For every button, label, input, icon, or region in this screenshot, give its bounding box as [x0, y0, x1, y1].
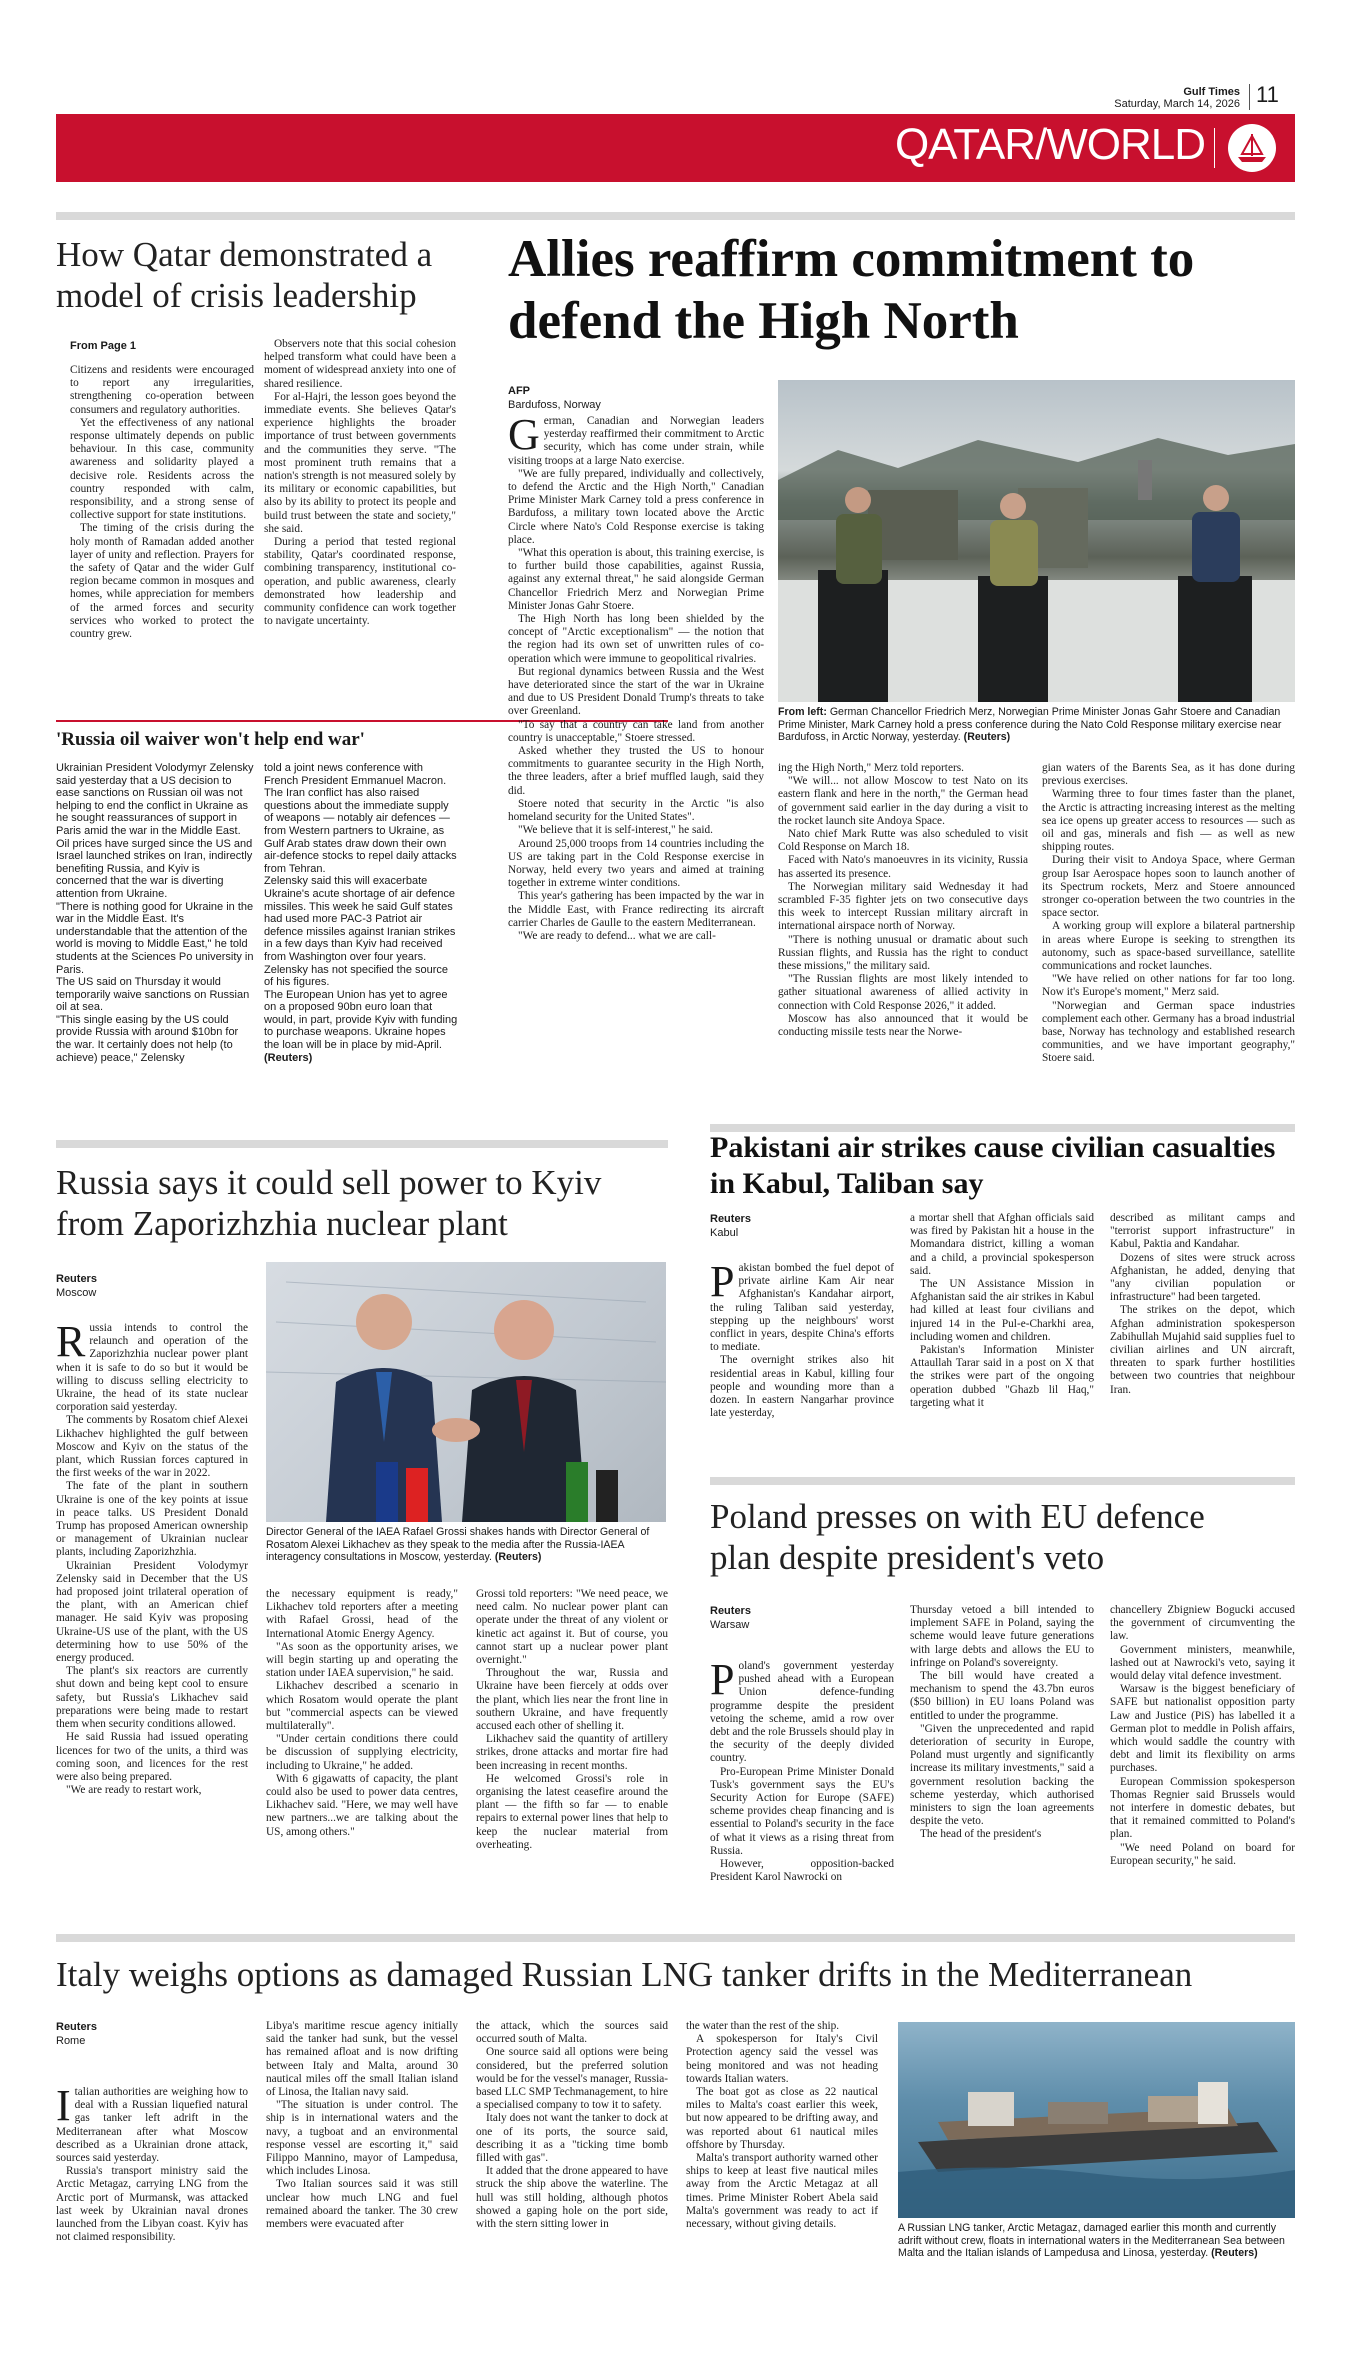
italy-headline: Italy weighs options as damaged Russian LNG tanker drifts in the Mediterranean — [56, 1955, 1193, 1994]
paragraph: "There is nothing good for Ukraine in the war in the Middle East. It's understandable that the attention of the world is moving to Middle East," he told students at the Sciences Po university in Paris. — [56, 900, 254, 976]
paragraph: described as militant camps and "terrorist support infrastructure" in Kabul, Paktia and Kandahar. — [1110, 1212, 1295, 1251]
paragraph — [508, 410, 764, 468]
paragraph: Zelensky said this will exacerbate Ukraine's acute shortage of air defence missiles. This week he said Gulf states had used more PAC-3 Patriot air defence missiles against Iranian strikes in a few days than Kyiv had received from Washington over four years. Zelensky has not specified the source of his figures. — [264, 875, 456, 989]
italy-col-1 — [56, 2081, 248, 2244]
paragraph: The Norwegian military said Wednesday it had scrambled F-35 fighter jets on two consecutive days this week to intercept Russian military aircraft in international airspace north of Norway. — [778, 880, 1028, 933]
paragraph: This year's gathering has been impacted by the war in the Middle East, with France redirecting its aircraft carrier Charles de Gaulle to the eastern Mediterranean. — [508, 890, 764, 929]
page-number: 11 — [1256, 82, 1279, 107]
paragraph: "There is nothing unusual or dramatic about such Russian flights, and Russia has the right to conduct these missions," the military said. — [778, 933, 1028, 973]
paragraph: the necessary equipment is ready," Likhachev told reporters after a meeting with Rafael Grossi, head of the International Atomic Energy Agency. — [266, 1588, 458, 1640]
paragraph: Observers note that this social cohesion helped transform what could have been a moment of widespread anxiety into one of shared resilience. — [264, 338, 456, 390]
paragraph: a mortar shell that Afghan officials said was fired by Pakistan hit a house in the Momandara district, killing a woman and a child, a provincial spokesperson said. — [910, 1212, 1094, 1277]
pakistan-col-3 — [1110, 1212, 1295, 1397]
paragraph: Moscow has also announced that it would be conducting missile tests near the Norwe- — [778, 1012, 1028, 1039]
pakistan-byline — [710, 1212, 751, 1240]
paragraph: "This single easing by the US could provide Russia with around $10bn for the war. It certainly does not help (to achieve) peace," Zelensky — [56, 1013, 239, 1064]
paragraph: The US said on Thursday it would temporarily waive sanctions on Russian oil at sea. — [56, 976, 250, 1014]
paragraph: "We need Poland on board for European security," he said. — [1110, 1841, 1295, 1867]
north-photo-caption — [778, 706, 1295, 744]
russia-headline: Russia says it could sell power to Kyiv from Zaporizhzhia nuclear plant — [56, 1163, 602, 1243]
paragraph: Asked whether they trusted the US to honour commitments to guarantee security in the High North, the three leaders, after a brief muffled laugh, said they did. — [508, 745, 764, 797]
pakistan-headline: Pakistani air strikes cause civilian casualties in Kabul, Taliban say — [710, 1131, 1276, 1200]
drop-cap: P — [710, 1257, 735, 1306]
drop-cap: P — [710, 1655, 735, 1704]
paragraph: The strikes on the depot, which Afghan administration spokesperson Zabihullah Mujahid said supplies fuel to civilian airlines and UN aircraft, threaten to spark further hostilities between two countries that neighbour Iran. — [1110, 1304, 1295, 1396]
paragraph: chancellery Zbigniew Bogucki accused the government of circumventing the law. — [1110, 1604, 1295, 1643]
agency: Reuters — [56, 1273, 97, 1285]
dateline: Moscow — [56, 1287, 97, 1299]
poland-byline — [710, 1604, 751, 1632]
paragraph: Dozens of sites were struck across Afghanistan, he added, denying that "any civilian population or infrastructure" had been targeted. — [1110, 1251, 1295, 1304]
paragraph: Warsaw is the biggest beneficiary of SAFE but nationalist opposition party Law and Justice (PiS) has labelled it a German plot to meddle in Polish affairs, which would saddle the country with debt and limit its flexibility on arms purchases. — [1110, 1683, 1295, 1775]
pakistan-col-1 — [710, 1257, 894, 1420]
paragraph: "We are ready to restart work, — [66, 1784, 202, 1797]
paragraph-text: The European Union has yet to agree on a proposed 90bn euro loan that would, in part, provide Kyiv with funding to purchase weapons. Ukraine hopes the loan will be in place by mid-April. — [264, 988, 458, 1052]
north-col-1 — [508, 410, 764, 943]
italy-byline — [56, 2020, 97, 2048]
paragraph: "The situation is under control. The ship is in international waters and the navy, a tugboat and an environmental response vessel are escorting it," said Filippo Mannino, mayor of Lampedusa, which includes Linosa. — [266, 2099, 458, 2178]
tanker-photo — [898, 2022, 1295, 2218]
from-page-label: From Page 1 — [70, 340, 137, 352]
agency: AFP — [508, 385, 530, 397]
paper-name: Gulf Times — [1183, 86, 1240, 98]
drop-cap: G — [508, 410, 540, 459]
section-rule — [56, 1934, 1295, 1942]
paragraph: The bill would have created a mechanism to spend the 43.7bn euros ($50 billion) in EU loans Poland was entitled to under the programme. — [910, 1670, 1094, 1722]
press-conference-photo — [778, 380, 1295, 702]
paragraph: the attack, which the sources said occurred south of Malta. — [476, 2020, 668, 2046]
paragraph: gian waters of the Barents Sea, as it has done during previous exercises. — [1042, 762, 1295, 788]
paragraph: "We have relied on other nations for far too long. Now it's Europe's moment," Merz said. — [1042, 973, 1295, 999]
paragraph: Russia's transport ministry said the Arctic Metagaz, carrying LNG from the Arctic port of Murmansk, was attacked last week by Ukrainian naval drones launched from the Libyan coast. Kyiv has not claimed responsibility. — [56, 2165, 248, 2244]
tanker-photo-caption — [898, 2222, 1295, 2260]
pakistan-col-2 — [910, 1212, 1094, 1410]
poland-col-1 — [710, 1655, 894, 1884]
boat-logo-icon — [1228, 124, 1276, 172]
section-title: QATAR/WORLD — [894, 120, 1205, 169]
paragraph: Pakistan's Information Minister Attaullah Tarar said in a post on X that the strikes were part of the ongoing operation dubbed "Ghazb lil Haq," targeting what it — [910, 1344, 1094, 1409]
paragraph: Government ministers, meanwhile, lashed out at Nawrocki's veto, saying it would delay vital defence investment. — [1110, 1643, 1295, 1683]
caption-credit: (Reuters) — [494, 1551, 542, 1564]
qatar-col-1 — [70, 364, 254, 641]
paragraph: Libya's maritime rescue agency initially said the tanker had sunk, but the vessel has remained afloat and is now drifting between Italy and Malta, around 30 nautical miles off the small Italian island of Linosa, the Italian navy said. — [266, 2020, 458, 2099]
paragraph-text: talian authorities are weighing how to deal with a Russian liquefied natural gas tanker left adrift in the Mediterranean after what Moscow described as a Ukrainian drone attack, sources said yesterday. — [56, 2086, 248, 2165]
paragraph — [710, 1257, 894, 1354]
agency: Reuters — [710, 1213, 751, 1225]
russia-col-3 — [476, 1588, 668, 1852]
paragraph: Likhachev said the quantity of artillery strikes, drone attacks and mortar fire had been increasing in recent months. — [476, 1733, 668, 1772]
paragraph: Nato chief Mark Rutte was also scheduled to visit Cold Response on March 18. — [778, 828, 1028, 854]
caption-text: Director General of the IAEA Rafael Grossi shakes hands with Director General of Rosatom Alexei Likhachev as they speak to the media after the Russia-IAEA interagency consultations in Moscow, yesterday. — [266, 1526, 650, 1564]
paragraph: The overnight strikes also hit residential areas in Kabul, killing four people and wounding more than a dozen. In eastern Nangarhar province late yesterday, — [710, 1354, 894, 1420]
issue-date: Saturday, March 14, 2026 — [1114, 98, 1240, 110]
poland-col-2 — [910, 1604, 1094, 1842]
paragraph: Two Italian sources said it was still unclear how much LNG and fuel remained aboard the tanker. The 30 crew members were evacuated after — [266, 2178, 458, 2231]
italy-col-4 — [686, 2020, 878, 2231]
qatar-headline: How Qatar demonstrated a model of crisis leadership — [56, 235, 433, 315]
paragraph: The plant's six reactors are currently shut down and being kept cool to ensure safety, but Russia's Likhachev said preparations were being made to restart them when security conditions allowed. — [56, 1665, 248, 1731]
paragraph: With 6 gigawatts of capacity, the plant could also be used to power data centres, Likhachev said. "Here, we may well have new partners...we are talking about the US, among others." — [266, 1772, 458, 1838]
paragraph-text: erman, Canadian and Norwegian leaders yesterday reaffirmed their commitment to Arctic security, which has come under strain, while visiting troops at a large Nato exercise. — [508, 415, 764, 467]
agency: Reuters — [710, 1605, 751, 1617]
paragraph: One source said all options were being considered, but the preferred solution would be for the vessel's manager, Russia-based LLC SMP Techmanagement, to hire a specialised company to tow it to safety. — [476, 2046, 669, 2112]
section-rule — [508, 212, 1295, 220]
russia-col-2 — [266, 1588, 458, 1839]
drop-cap: I — [56, 2081, 71, 2130]
paragraph: Citizens and residents were encouraged to report any irregularities, strengthening co-operation between consumers and regulatory authorities. — [70, 364, 254, 416]
paragraph — [56, 2081, 248, 2165]
oil-col-1 — [56, 762, 254, 1064]
paragraph: Yet the effectiveness of any national response ultimately depends on public behaviour. In this case, community awareness and solidarity played a decisive role. Residents across the country responded with calm, responsibility, and a strong sense of collective support for state institutions. — [70, 416, 254, 522]
paragraph: The boat got as close as 22 nautical miles to Malta's coast earlier this week, but now appeared to be drifting away, and was reported about 61 nautical miles offshore by Thursday. — [686, 2086, 878, 2151]
paragraph: Thursday vetoed a bill intended to implement SAFE in Poland, saying the scheme would leave future generations with large debts and allows the EU to infringe on Poland's sovereignty. — [910, 1604, 1094, 1669]
paragraph: "We are ready to defend... what we are call- — [518, 929, 716, 942]
north-col-2 — [778, 762, 1028, 1039]
paragraph — [56, 1317, 248, 1414]
paragraph: "Given the unprecedented and rapid deterioration of security in Europe, Poland must urgently and significantly increase its military investments," said a government resolution backing the scheme yesterday, which authorised ministers to sign the loan agreements despite the veto. — [910, 1722, 1094, 1828]
paragraph: During a period that tested regional stability, Qatar's coordinated response, combining transparency, institutional co-operation, and public awareness, clearly demonstrated how leadership and community confidence can work together to navigate uncertainty. — [264, 536, 456, 628]
paragraph: Malta's transport authority warned other ships to keep at least five nautical miles away from the Arctic Metagaz at all times. Prime Minister Robert Abela said Malta's government was ready to act if necessary, without giving details. — [686, 2152, 878, 2231]
paragraph: "The Russian flights are most likely intended to gather situational awareness of allied activity in connection with Cold Response 2026," it added. — [778, 973, 1028, 1012]
paragraph: "We believe that it is self-interest," he said. — [518, 824, 713, 837]
paragraph: The fate of the plant in southern Ukraine is one of the key points at issue in peace talks. US President Donald Trump has proposed American ownership or management of Ukrainian nuclear plants, including Zaporizhzhia. — [56, 1480, 248, 1559]
section-rule — [710, 1477, 1295, 1485]
paragraph: ing the High North," Merz told reporters. — [778, 762, 964, 774]
russia-byline — [56, 1272, 97, 1300]
poland-headline: Poland presses on with EU defence plan despite president's veto — [710, 1497, 1205, 1577]
caption-text: A Russian LNG tanker, Arctic Metagaz, damaged earlier this month and currently adrift without crew, floats in international waters in the Mediterranean Sea between Malta and the Italian islands of Lampedusa and Linosa, yesterday. — [898, 2222, 1285, 2260]
paragraph: For al-Hajri, the lesson goes beyond the immediate events. She believes Qatar's experience highlights the broader importance of trust between governments and the communities they serve. "The most prominent truth remains that a nation's strength is not measured solely by its military or economic capabilities, but also by its ability to protect its people and build trust between the state and society," she said. — [264, 390, 456, 535]
russia-col-1 — [56, 1317, 248, 1797]
paragraph: Ukrainian President Volodymyr Zelensky said yesterday that a US decision to ease sanctions on Russian oil was not helping to end the conflict in Ukraine as he sought reassurances of support in Paris amid the war in the Middle East. — [56, 762, 254, 837]
paragraph: Oil prices have surged since the US and Israel launched strikes on Iran, indirectly benefiting Russia, and Kyiv is concerned that the war is diverting attention from Ukraine. — [56, 837, 253, 900]
qatar-col-2 — [264, 338, 456, 628]
paragraph: However, opposition-backed President Karol Nawrocki on — [710, 1858, 894, 1884]
caption-text: German Chancellor Friedrich Merz, Norwegian Prime Minister Jonas Gahr Stoere and Canadian Prime Minister, Mark Carney hold a press conference during the Nato Cold Response military exercise near Bardufoss, in Arctic Norway, yesterday. — [778, 706, 1282, 744]
paragraph: "As soon as the opportunity arises, we will begin starting up and operating the station under IAEA supervision," he said. — [266, 1640, 458, 1680]
handshake-photo — [266, 1262, 666, 1522]
north-col-3 — [1042, 762, 1295, 1066]
oil-col-2 — [264, 762, 460, 1064]
paragraph: Around 25,000 troops from 14 countries including the US are taking part in the Cold Response exercise in Norway, held every two years and aimed at training together in extreme winter conditions. — [508, 837, 764, 890]
folio-divider — [1249, 84, 1250, 110]
north-byline — [508, 384, 601, 412]
russia-photo-caption — [266, 1526, 666, 1564]
paragraph: The comments by Rosatom chief Alexei Likhachev highlighted the gulf between Moscow and Kyiv on the status of the plant, which Russian forces captured in the first weeks of the war in 2022. — [56, 1414, 248, 1480]
paragraph: told a joint news conference with French President Emmanuel Macron. The Iran conflict has also raised questions about the immediate supply of weapons — notably air defences — from Western partners to Ukraine, as Gulf Arab states draw down their own air-defence stocks to repel daily attacks from Tehran. — [264, 762, 457, 875]
paragraph: "To say that a country can take land from another country is unacceptable," Stoere stressed. — [508, 718, 764, 744]
paragraph: During their visit to Andoya Space, where German group Isar Aerospace hopes soon to launch another of its Spectrum rockets, Merz and Stoere announced stronger co-operation between the two countries in the space sector. — [1042, 854, 1295, 920]
paragraph: A working group will explore a bilateral partnership in areas where Europe is seeking to strengthen its autonomy, such as space-based surveillance, satellite communications and rocket launches. — [1042, 920, 1295, 973]
paragraph: Ukrainian President Volodymyr Zelensky said in December that the US had proposed joint trilateral operation of the plant, with an American chief manager. He said Kyiv was proposing Ukraine-US use of the plant, with the US determining how to use 50% of the energy produced. — [56, 1559, 248, 1665]
paragraph: It added that the drone appeared to have struck the ship above the waterline. The hull was still holding, although photos showed a gaping hole on the port side, with the stern sitting lower in — [476, 2165, 668, 2231]
paragraph: The High North has long been shielded by the concept of "Arctic exceptionalism" — the notion that the region had its own set of unwritten rules of co-operation which were immune to geopolitical rivalries. — [508, 613, 764, 665]
paragraph: Warming three to four times faster than the planet, the Arctic is attracting increasing interest as the melting sea ice opens up greater access to resources — such as oil and gas, minerals and fish — as well as new shipping routes. — [1042, 788, 1295, 854]
paragraph: The head of the president's — [920, 1828, 1042, 1841]
paragraph — [264, 989, 460, 1065]
paragraph: "Norwegian and German space industries complement each other. Germany has a broad industrial base, Norway has technology and established research communities, and we have important geography," Stoere said. — [1042, 999, 1295, 1065]
dateline: Kabul — [710, 1227, 739, 1239]
paragraph — [710, 1655, 894, 1766]
paragraph-text: oland's government yesterday pushed ahead with a European Union defence-funding programme despite the president vetoing the scheme, amid a row over debt and the role Brussels should play in the security of the deeply divided country. — [710, 1660, 894, 1765]
paragraph: Stoere noted that security in the Arctic "is also homeland security for the United States". — [508, 797, 764, 824]
credit: (Reuters) — [264, 1051, 313, 1064]
paragraph: He said Russia had issued operating licences for two of the units, a third was coming soon, and licences for the rest were also being prepared. — [56, 1731, 248, 1783]
paragraph: Throughout the war, Russia and Ukraine have been fiercely at odds over the plant, which lies near the front line in southern Ukraine, and have frequently accused each other of shelling it. — [476, 1667, 668, 1733]
italy-col-2 — [266, 2020, 458, 2231]
paragraph: "We will... not allow Moscow to test Nato on its eastern flank and here in the north," the German head of government said earlier in the day during a visit to the rocket launch site Andoya Space. — [778, 775, 1028, 827]
paragraph: The UN Assistance Mission in Afghanistan said the air strikes in Kabul had killed at least four civilians and injured 14 in the Pul-e-Charkhi area, including women and children. — [910, 1278, 1094, 1343]
paragraph: He welcomed Grossi's role in organising the latest ceasefire around the plant — the fifth so far — to enable repairs to external power lines that help to keep the nuclear material from overheating. — [476, 1772, 668, 1851]
oil-headline: 'Russia oil waiver won't help end war' — [56, 729, 365, 750]
paragraph: European Commission spokesperson Thomas Regnier said Brussels would not interfere in domestic debates, but that it remained committed to Poland's plan. — [1110, 1775, 1295, 1841]
paragraph: "Under certain conditions there could be discussion of supplying electricity, including to Ukraine," he added. — [266, 1733, 458, 1772]
paragraph: the water than the rest of the ship. — [686, 2020, 840, 2032]
north-headline: Allies reaffirm commitment to defend the High North — [508, 230, 1195, 350]
paragraph: Pro-European Prime Minister Donald Tusk's government says the EU's Security Action for Europe (SAFE) scheme provides cheap financing and is essential to Poland's security in the face of what it views as a rising threat from Russia. — [710, 1765, 894, 1857]
section-divider — [1214, 128, 1215, 168]
paragraph: The timing of the crisis during the holy month of Ramadan added another layer of unity and reflection. Prayers for the safety of Qatar and the wider Gulf region became common in mosques and homes, while appreciation for members of the armed forces and security services who worked to protect the country grew. — [70, 522, 254, 641]
paragraph: Grossi told reporters: "We need peace, we need calm. No nuclear power plant can operate under the threat of any violent or kinetic act against it. But of course, you cannot start up a nuclear power plant overnight." — [476, 1588, 668, 1667]
paragraph-text: akistan bombed the fuel depot of private airline Kam Air near Afghanistan's Kandahar airport, the ruling Taliban said yesterday, stepping up the neighbours' worst conflict in years, despite China's efforts to mediate. — [710, 1262, 894, 1354]
caption-credit: (Reuters) — [963, 731, 1011, 744]
paragraph: Faced with Nato's manoeuvres in its vicinity, Russia has asserted its presence. — [778, 854, 1028, 880]
paragraph: But regional dynamics between Russia and the West have deteriorated since the start of the war in Ukraine and due to US President Donald Trump's threats to take over Greenland. — [508, 665, 764, 718]
dateline: Rome — [56, 2035, 86, 2047]
agency: Reuters — [56, 2021, 97, 2033]
dateline: Warsaw — [710, 1619, 750, 1631]
dateline: Bardufoss, Norway — [508, 399, 601, 411]
paragraph: "We are fully prepared, individually and collectively, to defend the Arctic and the High North," Canadian Prime Minister Mark Carney told a press conference in Bardufoss, a military town located above the Arctic Circle where Nato's Cold Response exercise is taking place. — [508, 467, 764, 546]
paragraph: A spokesperson for Italy's Civil Protection agency said the vessel was being monitored and was not heading towards Italian waters. — [686, 2033, 878, 2085]
paragraph: "What this operation is about, this training exercise, is to further build those capabilities, against Russia, against any external threat," he said alongside German Chancellor Friedrich Merz and Norwegian Prime Minister Jonas Gahr Stoere. — [508, 547, 764, 612]
section-rule — [56, 1140, 668, 1148]
caption-lead: From left: — [778, 706, 827, 718]
drop-cap: R — [56, 1317, 86, 1366]
paragraph: Likhachev described a scenario in which Rosatom would operate the plant but "commercial aspects can be viewed multilaterally". — [266, 1680, 458, 1733]
paragraph: Italy does not want the tanker to dock at one of its ports, the source said, describing it as a "ticking time bomb filled with gas". — [476, 2112, 668, 2165]
caption-credit: (Reuters) — [1211, 2247, 1258, 2260]
poland-col-3 — [1110, 1604, 1295, 1868]
italy-col-3 — [476, 2020, 668, 2231]
paragraph-text: ussia intends to control the relaunch and operation of the Zaporizhzhia nuclear power plant when it is safe to do so but it would be willing to discuss selling electricity to Ukraine, the head of its state nuclear corporation said yesterday. — [56, 1322, 248, 1414]
